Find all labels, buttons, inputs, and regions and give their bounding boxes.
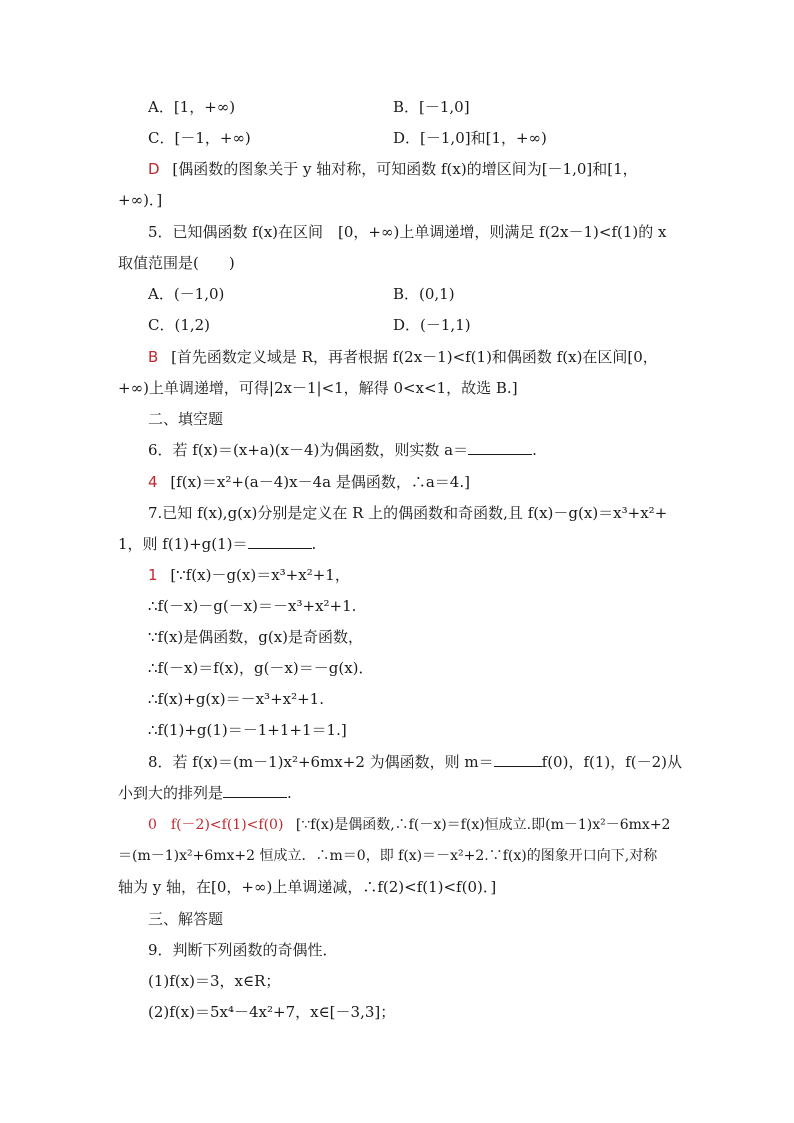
q7-stem-line2 xyxy=(118,534,316,554)
q6-blank xyxy=(468,440,532,455)
q8-answer-value: 0 f(－2)<f(1)<f(0) xyxy=(148,817,284,833)
q8-blank-order xyxy=(223,783,287,798)
q5-option-a: A．(－1,0) xyxy=(148,285,225,303)
q7-stem-end: . xyxy=(311,535,317,553)
q8-stem-text1b: f(0)，f(1)，f(－2)从 xyxy=(541,753,683,771)
q8-answer-line2: ＝(m－1)x²+6mx+2 恒成立．∴m＝0，即 f(x)＝－x²+2.∵f(x)的图象开口向下,对称 xyxy=(118,848,658,864)
q5-option-b: B．(0,1) xyxy=(393,285,455,303)
q7-answer-l1: [∵f(x)－g(x)＝x³+x²+1， xyxy=(170,566,350,584)
q7-answer-line3: ∵f(x)是偶函数，g(x)是奇函数， xyxy=(148,628,364,646)
q8-stem-text2: 小到大的排列是 xyxy=(118,784,224,802)
q4-answer-line2: +∞)．] xyxy=(118,191,163,209)
q7-answer-value: 1 xyxy=(148,566,158,584)
q5-option-c: C．(1,2) xyxy=(148,316,211,334)
q7-answer-line5: ∴f(x)+g(x)＝－x³+x²+1. xyxy=(148,690,324,708)
q6-answer xyxy=(148,472,470,492)
q8-answer-line3: 轴为 y 轴，在[0，+∞)上单调递减，∴f(2)<f(1)<f(0)．] xyxy=(118,878,497,896)
q4-answer-letter: D xyxy=(148,160,160,178)
q4-option-d: D．[－1,0]和[1，+∞) xyxy=(393,129,547,147)
q4-option-a: A．[1，+∞) xyxy=(148,98,236,116)
q8-answer-text1: [∵f(x)是偶函数,∴f(－x)＝f(x)恒成立.即(m－1)x²－6mx+2 xyxy=(295,817,671,833)
q7-blank xyxy=(248,534,312,549)
q9-part2: (2)f(x)＝5x⁴－4x²+7，x∈[－3,3]； xyxy=(148,1003,396,1021)
q8-stem-end: . xyxy=(287,784,292,802)
q4-answer-line1 xyxy=(148,159,638,179)
q8-stem-text1a: 8．若 f(x)＝(m－1)x²+6mx+2 为偶函数，则 m＝ xyxy=(148,753,494,771)
q5-answer-line2: +∞)上单调递增，可得|2x－1|<1，解得 0<x<1，故选 B.] xyxy=(118,379,518,397)
q4-option-c: C．[－1，+∞) xyxy=(148,129,251,147)
q6-answer-text: [f(x)＝x²+(a－4)x－4a 是偶函数，∴a＝4.] xyxy=(170,473,470,491)
q4-answer-text1: [偶函数的图象关于 y 轴对称，可知函数 f(x)的增区间为[－1,0]和[1， xyxy=(172,160,638,178)
q6-answer-value: 4 xyxy=(148,473,158,491)
q8-stem-line2 xyxy=(118,783,292,803)
q5-answer-text1: [首先函数定义域是 R，再者根据 f(2x－1)<f(1)和偶函数 f(x)在区间[0， xyxy=(171,348,658,366)
q8-stem-line1 xyxy=(148,752,682,772)
q7-answer-line2: ∴f(－x)－g(－x)＝－x³+x²+1. xyxy=(148,597,357,615)
section-heading-solutions: 三、解答题 xyxy=(148,910,224,928)
q7-answer-line6: ∴f(1)+g(1)＝－1+1+1＝1.] xyxy=(148,721,347,739)
q4-option-b: B．[－1,0] xyxy=(393,98,470,116)
q8-answer-line1 xyxy=(148,815,670,835)
q5-answer-letter: B xyxy=(148,348,159,366)
q5-stem-line1: 5．已知偶函数 f(x)在区间 [0，+∞)上单调递增，则满足 f(2x－1)<f(1)的 x xyxy=(148,223,667,241)
q5-answer-line1 xyxy=(148,347,658,367)
q9-stem: 9．判断下列函数的奇偶性． xyxy=(148,941,338,959)
q6-stem-end: . xyxy=(532,441,537,459)
q8-blank-m xyxy=(494,752,542,767)
q6-stem xyxy=(148,440,537,460)
q6-stem-text: 6．若 f(x)＝(x+a)(x－4)为偶函数，则实数 a＝ xyxy=(148,441,469,459)
q9-part1: (1)f(x)＝3，x∈R； xyxy=(148,972,281,990)
q7-stem-line1: 7.已知 f(x),g(x)分别是定义在 R 上的偶函数和奇函数,且 f(x)－g(x)＝x³+x²+ xyxy=(148,504,668,522)
q5-stem-line2: 取值范围是( ) xyxy=(118,254,235,272)
q5-option-d: D．(－1,1) xyxy=(393,316,471,334)
q7-answer-line1 xyxy=(148,565,350,585)
q7-stem-text2: 1，则 f(1)+g(1)＝ xyxy=(118,535,248,553)
q7-answer-line4: ∴f(－x)＝f(x)，g(－x)＝－g(x)． xyxy=(148,659,374,677)
section-heading-fill-in: 二、填空题 xyxy=(148,410,224,428)
